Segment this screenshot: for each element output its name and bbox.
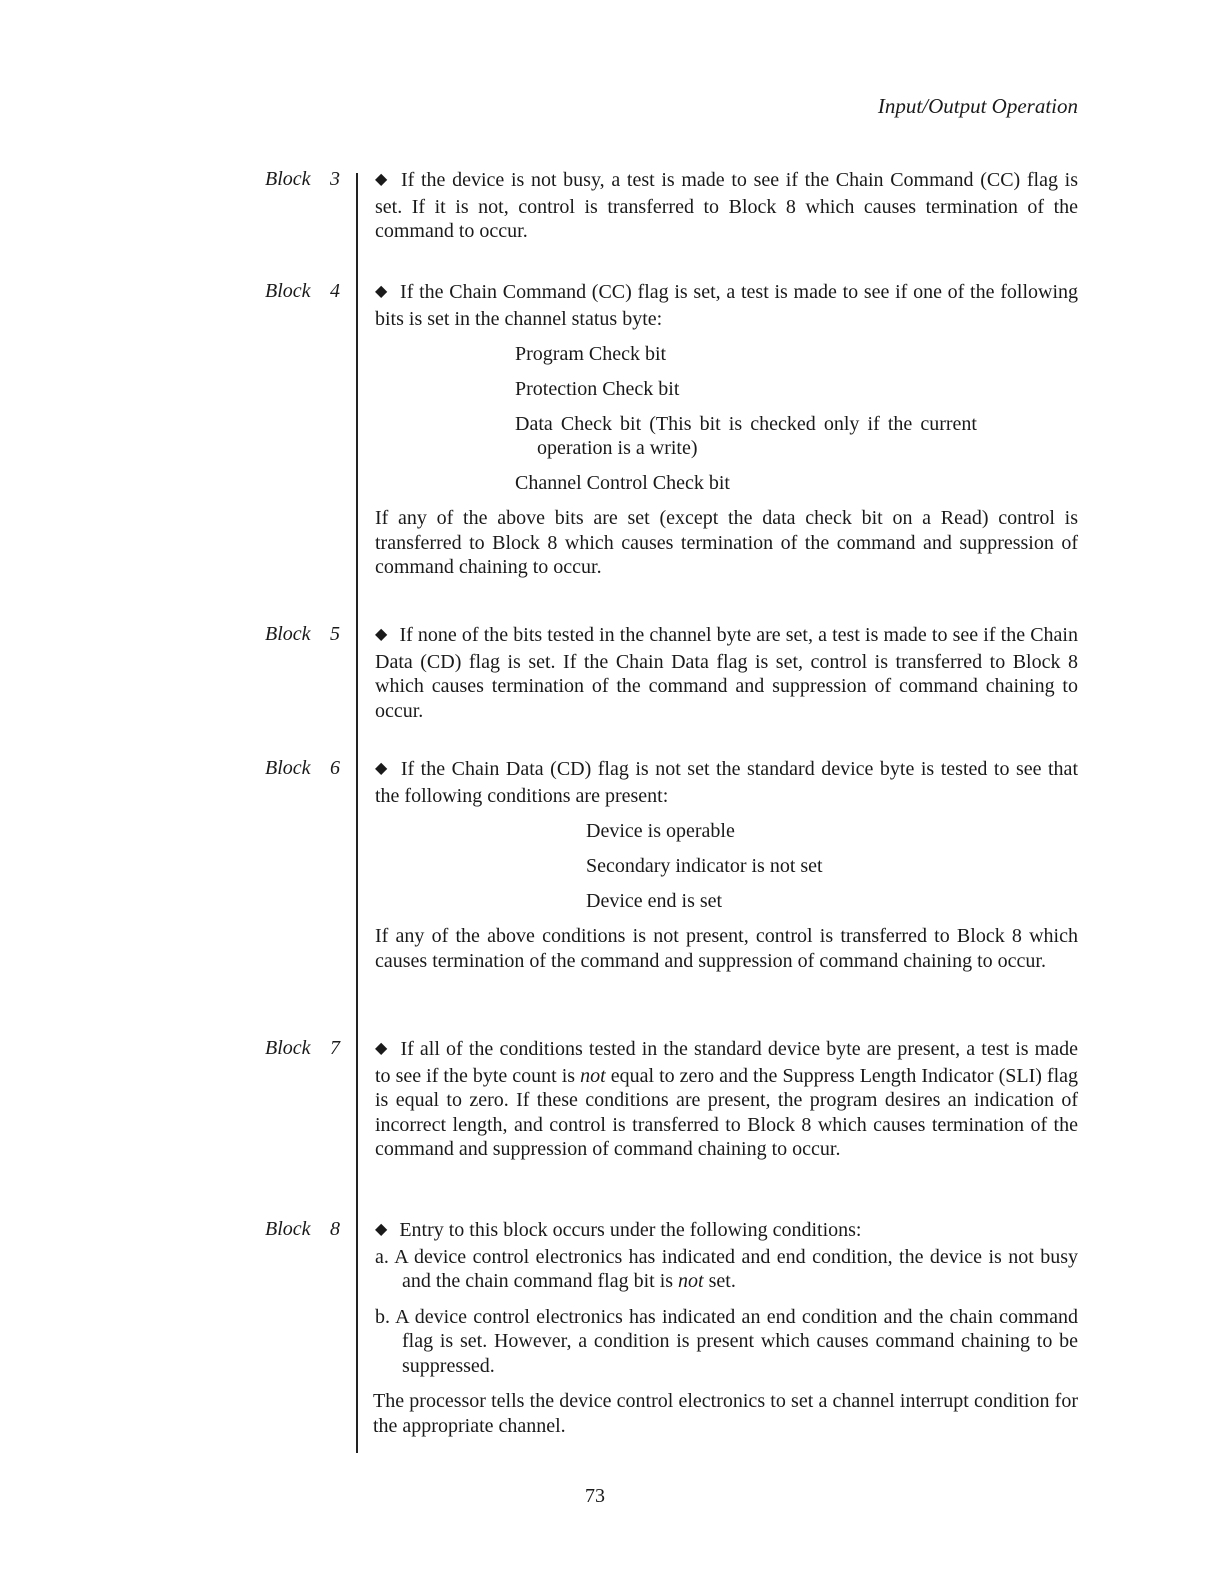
condition-b: [375, 1305, 1078, 1379]
block-8-content: [375, 1218, 1078, 1438]
block-6-intro: [375, 757, 1078, 808]
block-7-text-a: If all of the conditions tested in the standard device byte are present, a test is made to see if the byte count is: [375, 1038, 1078, 1087]
block-label-word: Block: [265, 1218, 311, 1240]
list-item: Program Check bit: [515, 343, 667, 365]
bullet-diamond-icon: ◆: [375, 626, 388, 643]
block-label-word: Block: [265, 1037, 311, 1059]
bullet-diamond-icon: ◆: [375, 760, 389, 777]
block-label-word: Block: [265, 623, 311, 645]
block-4-content: [375, 280, 1078, 580]
list-marker: a.: [375, 1245, 389, 1268]
block-3-paragraph: [375, 168, 1078, 244]
block-3-content: [375, 168, 1078, 244]
block-label-number: 5: [330, 623, 340, 645]
block-3-text: If the device is not busy, a test is made to see if the Chain Command (CC) flag is set. If it is not, control is transferred to Block 8 which causes termination of the command to occur.: [375, 169, 1078, 242]
condition-list: [586, 819, 1078, 913]
block-4-outro: If any of the above bits are set (except the data check bit on a Read) control is transferred to Block 8 which causes termination of the command and suppression of command chaining to occur.: [375, 507, 1078, 578]
block-label-number: 3: [330, 168, 340, 190]
block-label-number: 6: [330, 757, 340, 779]
block-8-label: [265, 1218, 340, 1241]
bullet-diamond-icon: ◆: [375, 171, 389, 188]
block-8-intro: [375, 1218, 1078, 1245]
block-label-word: Block: [265, 280, 311, 302]
block-4-label: [265, 280, 340, 303]
block-label-number: 4: [330, 280, 340, 302]
list-marker: b.: [375, 1305, 390, 1328]
block-7-label: [265, 1037, 340, 1060]
block-label-word: Block: [265, 168, 311, 190]
bullet-diamond-icon: ◆: [375, 1221, 388, 1238]
block-7-content: [375, 1037, 1078, 1162]
block-5-paragraph: [375, 623, 1078, 723]
block-5-content: [375, 623, 1078, 723]
block-5-label: [265, 623, 340, 646]
condition-a: [375, 1245, 1078, 1294]
list-item: Device end is set: [586, 890, 723, 912]
condition-b-text: A device control electronics has indicated an end condition and the chain command flag is set. However, a condition is present which causes command chaining to be suppressed.: [395, 1305, 1078, 1377]
bullet-diamond-icon: ◆: [375, 283, 389, 300]
block-label-word: Block: [265, 757, 311, 779]
status-bit-list: [515, 342, 1078, 495]
page-number: 73: [585, 1485, 605, 1507]
block-4-intro: [375, 280, 1078, 331]
emphasis: not: [580, 1064, 606, 1087]
block-7-paragraph: [375, 1037, 1078, 1162]
list-item: Data Check bit (This bit is checked only if the current operation is a write): [515, 413, 977, 459]
list-item: Channel Control Check bit: [515, 472, 730, 494]
bullet-diamond-icon: ◆: [375, 1040, 389, 1057]
block-label-number: 7: [330, 1037, 340, 1059]
block-3-label: [265, 168, 340, 191]
block-6-label: [265, 757, 340, 780]
block-6-outro: If any of the above conditions is not present, control is transferred to Block 8 which causes termination of the command and suppression of command chaining to occur.: [375, 925, 1078, 972]
block-8-intro-text: Entry to this block occurs under the following conditions:: [399, 1219, 862, 1241]
list-item: Protection Check bit: [515, 378, 680, 400]
running-header: Input/Output Operation: [877, 94, 1078, 118]
list-item: Device is operable: [586, 820, 735, 842]
list-item: Secondary indicator is not set: [586, 855, 823, 877]
condition-a-end: set.: [708, 1270, 736, 1292]
margin-rule: [356, 173, 358, 1453]
block-label-number: 8: [330, 1218, 340, 1240]
emphasis: not: [678, 1270, 704, 1292]
condition-a-text: A device control electronics has indicated and end condition, the device is not busy and the chain command flag bit is: [394, 1245, 1078, 1292]
block-5-text: If none of the bits tested in the channel byte are set, a test is made to see if the Chain Data (CD) flag is set. If the Chain Data flag is set, control is transferred to Block 8 which causes termination of the command and suppression of command chaining to occur.: [375, 624, 1078, 722]
block-8-outro: The processor tells the device control electronics to set a channel interrupt condition for the appropriate channel.: [373, 1390, 1078, 1437]
block-4-intro-text: If the Chain Command (CC) flag is set, a test is made to see if one of the following bits is set in the channel status byte:: [375, 281, 1078, 330]
block-7-text-b: equal to zero and the Suppress Length Indicator (SLI) flag is equal to zero. If these conditions are present, the program desires an indication of incorrect length, and control is transferred to Block 8 which causes termination of the command and suppression of command chaining to occur.: [375, 1064, 1079, 1160]
block-6-intro-text: If the Chain Data (CD) flag is not set the standard device byte is tested to see that the following conditions are present:: [375, 758, 1078, 807]
block-6-content: [375, 757, 1078, 973]
